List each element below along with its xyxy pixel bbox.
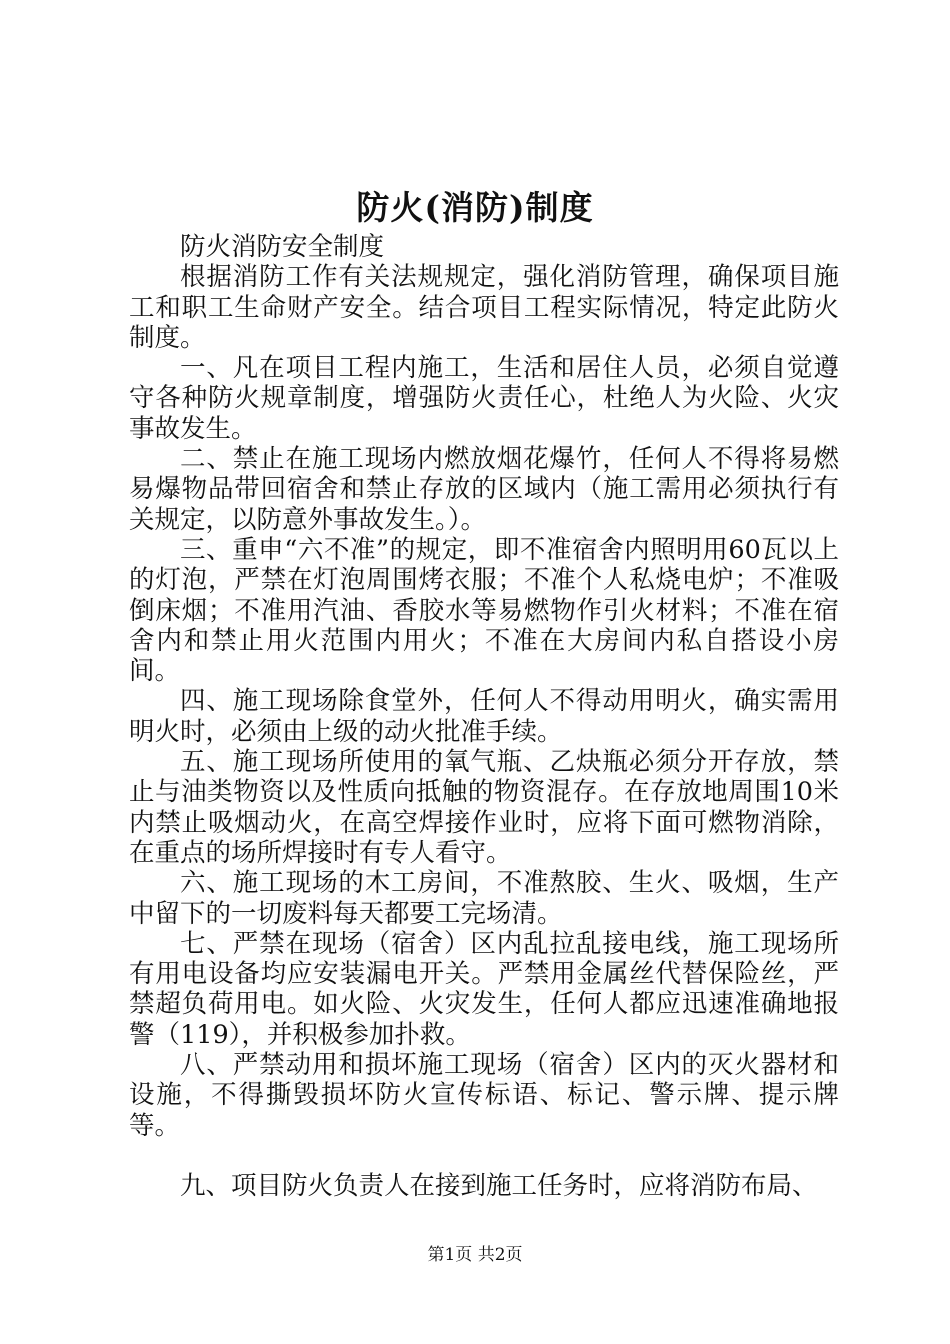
paragraph-rule-2: 二、禁止在施工现场内燃放烟花爆竹，任何人不得将易燃易爆物品带回宿舍和禁止存放的区域内（施工需用必须执行有关规定，以防意外事故发生。）。 [129,444,839,535]
paragraph-rule-6: 六、施工现场的木工房间，不准熬胶、生火、吸烟，生产中留下的一切废料每天都要工完场清。 [129,868,839,929]
paragraph-subtitle: 防火消防安全制度 [180,232,385,262]
paragraph-rule-3: 三、重申“六不准”的规定，即不准宿舍内照明用60瓦以上的灯泡，严禁在灯泡周围烤衣服；不准个人私烧电炉；不准吸倒床烟；不准用汽油、香胶水等易燃物作引火材料；不准在宿舍内和禁止用火范围内用火；不准在大房间内私自搭设小房间。 [129,534,839,687]
paragraph-rule-7: 七、严禁在现场（宿舍）区内乱拉乱接电线，施工现场所有用电设备均应安装漏电开关。严禁用金属丝代替保险丝，严禁超负荷用电。如火险、火灾发生，任何人都应迅速准确地报警（119），并积极参加扑救。 [129,928,839,1050]
paragraph-rule-5: 五、施工现场所使用的氧气瓶、乙炔瓶必须分开存放，禁止与油类物资以及性质向抵触的物资混存。在存放地周围10米内禁止吸烟动火，在高空焊接作业时，应将下面可燃物消除，在重点的场所焊接时有专人看守。 [129,747,839,868]
document-body [129,232,839,1201]
paragraph-intro: 根据消防工作有关法规规定，强化消防管理，确保项目施工和职工生命财产安全。结合项目工程实际情况，特定此防火制度。 [129,262,839,353]
paragraph-rule-9: 九、项目防火负责人在接到施工任务时，应将消防布局、 [180,1170,818,1201]
paragraph-rule-4: 四、施工现场除食堂外，任何人不得动用明火，确实需用明火时，必须由上级的动火批准手续。 [129,686,839,747]
paragraph-rule-1: 一、凡在项目工程内施工，生活和居住人员，必须自觉遵守各种防火规章制度，增强防火责任心，杜绝人为火险、火灾事故发生。 [129,353,839,444]
document-title: 防火(消防)制度 [356,188,594,227]
page-footer: 第1页 共2页 [427,1245,523,1265]
paragraph-rule-8: 八、严禁动用和损坏施工现场（宿舍）区内的灭火器材和设施，不得撕毁损坏防火宣传标语、标记、警示牌、提示牌等。 [129,1050,839,1141]
